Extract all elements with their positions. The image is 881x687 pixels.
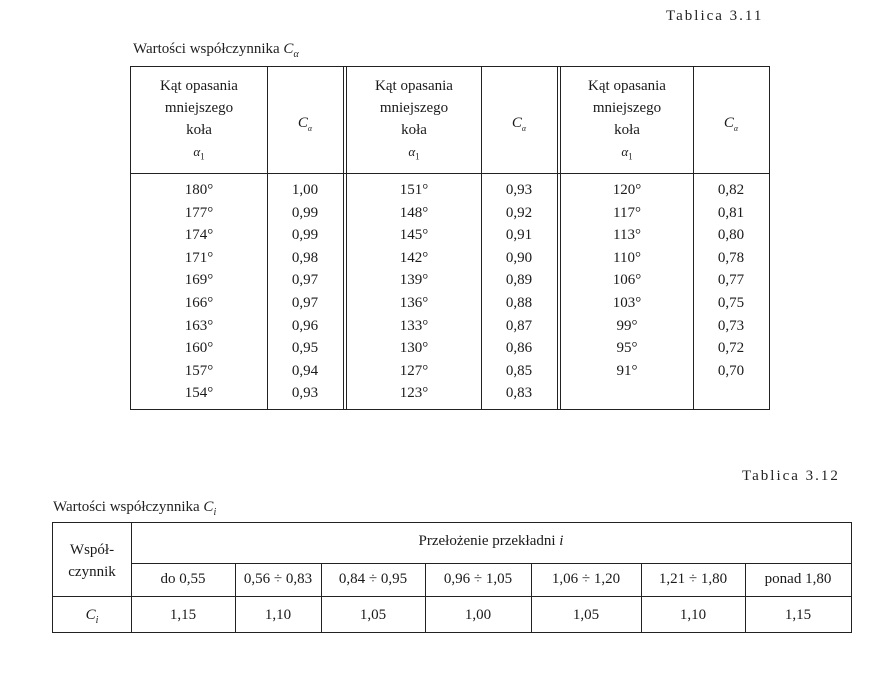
caption-symbol: C <box>283 41 294 57</box>
coefficient-header: $C_\alpha$ <box>297 115 313 133</box>
angle-cell: 110° <box>613 249 641 266</box>
coefficient-table-3-11 <box>130 66 770 410</box>
value-cell: 0,83 <box>505 385 533 402</box>
value-cell: 0,85 <box>505 362 533 379</box>
header-rule <box>53 596 851 597</box>
angle-header-line: mniejszego <box>592 100 662 116</box>
group-header <box>131 533 851 550</box>
range-header: ponad 1,80 <box>764 571 832 587</box>
value-cell: 0,99 <box>291 227 319 244</box>
value-cell: 0,94 <box>291 362 319 379</box>
value-cell: 0,73 <box>717 317 745 334</box>
angle-cell: 180° <box>184 182 214 198</box>
angle-cell: 166° <box>184 294 214 311</box>
value-cell: 1,00 <box>464 607 492 623</box>
value-cell: 0,81 <box>717 204 745 221</box>
angle-symbol: $\alpha_1$ <box>408 144 420 162</box>
angle-header <box>131 75 267 168</box>
value-cell: 1,00 <box>291 182 319 198</box>
angle-cell: 151° <box>399 182 429 198</box>
angle-cell: 117° <box>613 204 641 221</box>
angle-column-3 <box>561 179 693 382</box>
angle-cell: 154° <box>184 385 214 402</box>
angle-header-line: Kąt opasania <box>588 78 666 94</box>
value-cell: 0,99 <box>291 204 319 221</box>
value-cell: 1,15 <box>169 607 197 623</box>
value-cell: 0,70 <box>717 362 745 379</box>
range-header: 0,96 ÷ 1,05 <box>443 571 513 587</box>
value-cell: 0,93 <box>505 182 533 198</box>
coefficient-table-3-12 <box>52 522 852 633</box>
row-header-line: czynnik <box>68 564 116 580</box>
angle-cell: 145° <box>399 227 429 244</box>
angle-header-line: koła <box>614 122 640 138</box>
angle-header-line: mniejszego <box>379 100 449 116</box>
value-cell: 0,93 <box>291 385 319 402</box>
table-3-11-label: Tablica 3.11 <box>666 8 764 24</box>
range-header: 0,84 ÷ 0,95 <box>338 571 408 587</box>
angle-cell: 130° <box>399 340 429 357</box>
angle-symbol: $\alpha_1$ <box>193 144 205 162</box>
group-header-text: Przełożenie przekładni <box>418 533 556 549</box>
value-column-3 <box>693 179 769 382</box>
value-cell: 0,95 <box>291 340 319 357</box>
caption-symbol: C <box>203 499 214 515</box>
coefficient-header: $C_\alpha$ <box>723 115 739 133</box>
value-cell: 1,05 <box>572 607 600 623</box>
value-cell: 0,91 <box>505 227 533 244</box>
value-cell: 1,15 <box>784 607 812 623</box>
angle-cell: 103° <box>612 294 642 311</box>
range-header: do 0,55 <box>160 571 206 587</box>
value-cell: 0,75 <box>717 294 745 311</box>
angle-cell: 106° <box>612 272 642 289</box>
angle-cell: 123° <box>399 385 429 402</box>
angle-cell: 163° <box>184 317 214 334</box>
value-cell: 0,72 <box>717 340 745 357</box>
value-cell: 0,88 <box>505 294 533 311</box>
range-header: 1,21 ÷ 1,80 <box>658 571 728 587</box>
caption-text: Wartości współczynnika <box>53 499 200 515</box>
value-cell: 0,80 <box>717 227 745 244</box>
caption-subscript: α <box>293 49 299 60</box>
row-header-line: Współ- <box>69 542 115 558</box>
angle-cell: 157° <box>184 362 214 379</box>
header-rule <box>131 173 769 174</box>
value-cell: 0,87 <box>505 317 533 334</box>
table-3-12-label: Tablica 3.12 <box>742 468 840 484</box>
caption-subscript: i <box>213 507 217 518</box>
range-header: 1,06 ÷ 1,20 <box>551 571 621 587</box>
value-cell: 0,89 <box>505 272 533 289</box>
angle-cell: 139° <box>399 272 429 289</box>
angle-cell: 127° <box>399 362 429 379</box>
angle-cell: 142° <box>399 249 429 266</box>
angle-cell: 171° <box>184 249 214 266</box>
value-column-1 <box>267 179 343 405</box>
angle-cell: 91° <box>616 362 638 379</box>
value-cell: 0,98 <box>291 249 319 266</box>
angle-header-line: koła <box>186 122 212 138</box>
angle-header-line: koła <box>401 122 427 138</box>
value-cell: 0,78 <box>717 249 745 266</box>
angle-header-line: mniejszego <box>164 100 234 116</box>
table-3-12-caption <box>53 499 216 518</box>
group-header-symbol: i <box>559 533 564 549</box>
value-cell: 0,82 <box>717 182 745 198</box>
angle-cell: 95° <box>616 340 638 357</box>
angle-cell: 174° <box>184 227 214 244</box>
angle-symbol: $\alpha_1$ <box>621 144 633 162</box>
angle-cell: 136° <box>399 294 429 311</box>
row-symbol: $C_i$ <box>85 607 99 626</box>
value-column-2 <box>481 179 557 405</box>
angle-cell: 99° <box>616 317 638 334</box>
value-cell: 0,77 <box>717 272 745 289</box>
angle-header <box>561 75 693 168</box>
value-cell: 1,10 <box>679 607 707 623</box>
value-cell: 0,96 <box>291 317 319 334</box>
caption-text: Wartości współczynnika <box>133 41 280 57</box>
angle-cell: 148° <box>399 204 429 221</box>
value-cell: 0,92 <box>505 204 533 221</box>
angle-header <box>347 75 481 168</box>
value-cell: 0,97 <box>291 272 319 289</box>
angle-cell: 169° <box>184 272 214 289</box>
angle-header-line: Kąt opasania <box>160 78 238 94</box>
angle-column-1 <box>131 179 267 405</box>
value-cell: 0,86 <box>505 340 533 357</box>
angle-cell: 113° <box>613 227 641 244</box>
value-cell: 0,90 <box>505 249 533 266</box>
value-cell: 1,05 <box>359 607 387 623</box>
angle-cell: 133° <box>399 317 429 334</box>
angle-column-2 <box>347 179 481 405</box>
angle-header-line: Kąt opasania <box>375 78 453 94</box>
angle-cell: 177° <box>184 204 214 221</box>
value-cell: 0,97 <box>291 294 319 311</box>
angle-cell: 160° <box>184 340 214 357</box>
range-header: 0,56 ÷ 0,83 <box>243 571 313 587</box>
value-cell: 1,10 <box>264 607 292 623</box>
group-header-rule <box>131 563 851 564</box>
angle-cell: 120° <box>612 182 642 198</box>
coefficient-header: $C_\alpha$ <box>511 115 527 133</box>
row-header <box>53 539 131 583</box>
table-3-11-caption <box>133 41 299 60</box>
